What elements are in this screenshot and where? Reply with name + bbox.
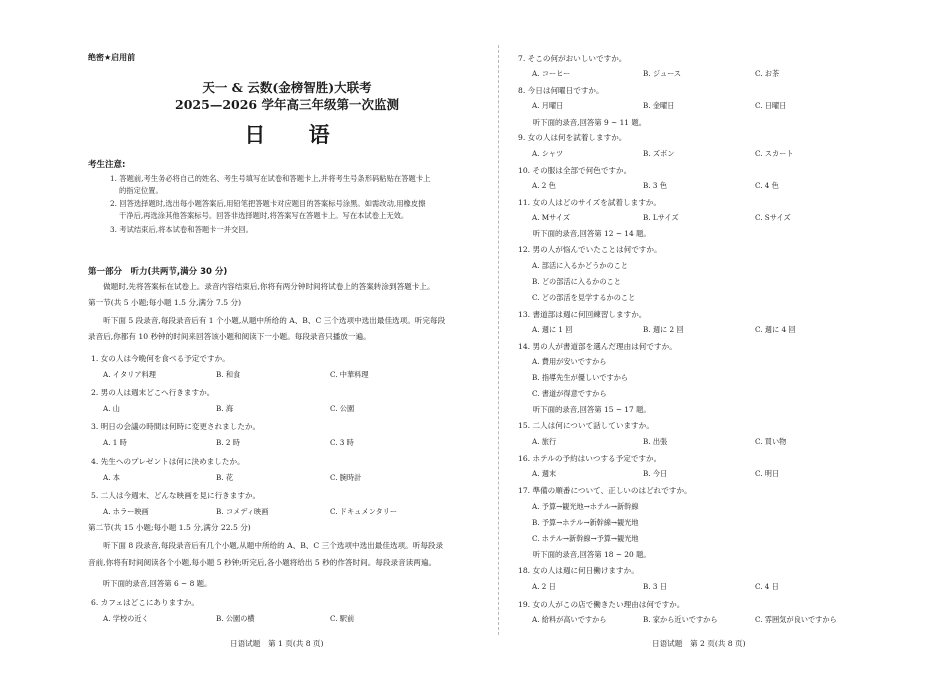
question-9: 9. 女の人は何を試着しますか。 bbox=[518, 133, 627, 142]
notice-item bbox=[110, 173, 482, 197]
notice-line: 1. 答题前,考生务必将自己的姓名、考生号填写在试卷和答题卡上,并将考生号条形码粘贴在答题卡上 bbox=[110, 174, 431, 183]
listening-instruction: 听下面的录音,回答第 12 ~ 14 题。 bbox=[518, 229, 651, 238]
section1-instruction: 听下面 5 段录音,每段录音后有 1 个小题,从题中所给的 A、B、C 三个选项中选出最佳选项。听完每段 bbox=[88, 316, 446, 325]
notice-heading: 考生注意: bbox=[88, 160, 126, 170]
option-a: A. 給料が高いですから bbox=[532, 615, 607, 624]
notice-item bbox=[110, 198, 482, 222]
option-c: C. 書道が得意ですから bbox=[532, 389, 607, 398]
option-a: A. 部活に入るかどうかのこと bbox=[532, 261, 629, 270]
notice-item bbox=[110, 224, 482, 236]
option-b: B. 出張 bbox=[643, 437, 668, 446]
option-c: C. 日曜日 bbox=[755, 101, 787, 110]
question-17: 17. 準備の順番について、正しいのはどれですか。 bbox=[518, 486, 692, 495]
question-1: 1. 女の人は今晩何を食べる予定ですか。 bbox=[91, 354, 230, 363]
option-c: C. どの部活を見学するかのこと bbox=[532, 293, 636, 302]
option-a: A. 2 色 bbox=[532, 181, 556, 190]
option-a: A. 山 bbox=[103, 404, 120, 413]
option-a: A. 旅行 bbox=[532, 437, 557, 446]
exam-title: 天一 & 云数(金榜智胜)大联考 bbox=[202, 80, 372, 95]
option-c: C. 4 日 bbox=[755, 582, 779, 591]
option-c: C. 週に 4 回 bbox=[755, 325, 796, 334]
option-c: C. 明日 bbox=[755, 469, 780, 478]
page-footer: 日语试题 第 1 页(共 8 页) bbox=[230, 639, 324, 648]
option-b: B. 指導先生が優しいですから bbox=[532, 373, 629, 382]
question-4: 4. 先生へのプレゼントは何に決めましたか。 bbox=[91, 457, 245, 466]
listening-instruction: 听下面的录音,回答第 18 ~ 20 题。 bbox=[518, 550, 651, 559]
confidential-label: 绝密★启用前 bbox=[88, 53, 136, 62]
option-c: C. 公園 bbox=[330, 404, 355, 413]
page-footer: 日语试题 第 2 页(共 8 页) bbox=[652, 639, 746, 648]
option-c: C. Sサイズ bbox=[755, 213, 791, 222]
section2-title: 第二节(共 15 小题;每小题 1.5 分,满分 22.5 分) bbox=[88, 523, 251, 532]
question-2: 2. 男の人は週末どこへ行きますか。 bbox=[91, 388, 215, 397]
option-c: C. 中華料理 bbox=[330, 370, 369, 379]
option-b: B. ジュース bbox=[643, 69, 682, 78]
page-divider bbox=[498, 45, 499, 635]
option-c: C. 4 色 bbox=[755, 181, 779, 190]
listening-instruction: 听下面的录音,回答第 6 ~ 8 题。 bbox=[88, 579, 212, 588]
question-10: 10. その服は全部で何色ですか。 bbox=[518, 166, 632, 175]
option-c: C. 駅前 bbox=[330, 614, 355, 623]
question-13: 13. 書道部は週に何回練習しますか。 bbox=[518, 310, 647, 319]
option-c: C. 雰囲気が良いですから bbox=[755, 615, 837, 624]
option-a: A. コーヒー bbox=[532, 69, 571, 78]
option-a: A. 月曜日 bbox=[532, 101, 564, 110]
option-c: C. 3 時 bbox=[330, 438, 354, 447]
section2-instruction: 音前,你将有时间阅读各个小题,每小题 5 秒钟;听完后,各小题将给出 5 秒的作答时间。每段录音读两遍。 bbox=[88, 558, 437, 567]
option-c: C. お茶 bbox=[755, 69, 780, 78]
option-b: B. 3 色 bbox=[643, 181, 667, 190]
question-3: 3. 明日の会議の時間は何時に変更されましたか。 bbox=[91, 422, 261, 431]
question-15: 15. 二人は何について話していますか。 bbox=[518, 421, 654, 430]
option-a: A. 週に 1 回 bbox=[532, 325, 573, 334]
option-b: B. 今日 bbox=[643, 469, 668, 478]
notice-line: 干净后,再选涂其他答案标号。回答非选择题时,将答案写在答题卡上。写在本试卷上无效。 bbox=[119, 211, 409, 220]
question-18: 18. 女の人は週に何日働けますか。 bbox=[518, 566, 639, 575]
option-c: C. 買い物 bbox=[755, 437, 787, 446]
section1-title: 第一节(共 5 小题;每小题 1.5 分,满分 7.5 分) bbox=[88, 298, 242, 307]
section1-instruction: 录音后,你都有 10 秒钟的时间来回答该小题和阅读下一小题。每段录音只播放一遍。 bbox=[88, 332, 371, 341]
question-6: 6. カフェはどこにありますか。 bbox=[91, 598, 199, 607]
option-b: B. 花 bbox=[216, 473, 234, 482]
option-c: C. スカート bbox=[755, 149, 794, 158]
part1-heading: 第一部分 听力(共两节,满分 30 分) bbox=[88, 267, 228, 277]
notice-line: 的指定位置。 bbox=[119, 186, 163, 195]
subject-title: 日 语 bbox=[244, 122, 348, 147]
question-11: 11. 女の人はどのサイズを試着しますか。 bbox=[518, 198, 661, 207]
question-7: 7. そこの何がおいしいですか。 bbox=[518, 54, 627, 63]
notice-line: 3. 考试结束后,将本试卷和答题卡一并交回。 bbox=[110, 225, 253, 234]
option-b: B. 海 bbox=[216, 404, 234, 413]
option-a: A. 週末 bbox=[532, 469, 557, 478]
option-b: B. 2 時 bbox=[216, 438, 240, 447]
option-b: B. 予算→ホテル→新幹線→観光地 bbox=[532, 518, 639, 527]
option-b: B. コメディ映画 bbox=[216, 507, 269, 516]
option-a: A. イタリア料理 bbox=[103, 370, 156, 379]
option-a: A. 1 時 bbox=[103, 438, 127, 447]
question-12: 12. 男の人が悩んでいたことは何ですか。 bbox=[518, 245, 662, 254]
option-b: B. ズボン bbox=[643, 149, 675, 158]
option-a: A. 予算→観光地→ホテル→新幹線 bbox=[532, 502, 639, 511]
option-b: B. どの部活に入るかのこと bbox=[532, 277, 621, 286]
option-c: C. ホテル→新幹線→予算→観光地 bbox=[532, 534, 639, 543]
option-b: B. Lサイズ bbox=[643, 213, 679, 222]
question-14: 14. 男の人が書道部を選んだ理由は何ですか。 bbox=[518, 342, 677, 351]
option-b: B. 和食 bbox=[216, 370, 241, 379]
option-a: A. Mサイズ bbox=[532, 213, 571, 222]
option-a: A. 2 日 bbox=[532, 582, 556, 591]
option-b: B. 家から近いですから bbox=[643, 615, 718, 624]
listening-instruction: 听下面的录音,回答第 9 ~ 11 题。 bbox=[518, 118, 647, 127]
question-5: 5. 二人は今週末、どんな映画を見に行きますか。 bbox=[91, 491, 261, 500]
option-b: B. 公園の横 bbox=[216, 614, 255, 623]
option-a: A. ホラー映画 bbox=[103, 507, 149, 516]
option-c: C. 腕時計 bbox=[330, 473, 362, 482]
option-b: B. 週に 2 回 bbox=[643, 325, 684, 334]
notice-line: 2. 回答选择题时,选出每小题答案后,用铅笔把答题卡对应题目的答案标号涂黑。如需改动,用橡皮擦 bbox=[110, 199, 426, 208]
intro-paragraph: 做题时,先将答案标在试卷上。录音内容结束后,你将有两分钟时间将试卷上的答案转涂到答题卡上。 bbox=[88, 282, 435, 291]
option-a: A. シャツ bbox=[532, 149, 564, 158]
listening-instruction: 听下面的录音,回答第 15 ~ 17 题。 bbox=[518, 405, 651, 414]
question-16: 16. ホテルの予約はいつする予定ですか。 bbox=[518, 454, 662, 463]
option-a: A. 費用が安いですから bbox=[532, 357, 607, 366]
question-8: 8. 今日は何曜日ですか。 bbox=[518, 86, 604, 95]
option-a: A. 本 bbox=[103, 473, 120, 482]
question-19: 19. 女の人がこの店で働きたい理由は何ですか。 bbox=[518, 600, 685, 609]
section2-instruction: 听下面 8 段录音,每段录音后有几个小题,从题中所给的 A、B、C 三个选项中选出最佳选项。听每段录 bbox=[88, 541, 444, 550]
option-b: B. 金曜日 bbox=[643, 101, 675, 110]
option-c: C. ドキュメンタリー bbox=[330, 507, 398, 516]
exam-subtitle: 2025—2026 学年高三年级第一次监测 bbox=[175, 97, 399, 112]
option-b: B. 3 日 bbox=[643, 582, 667, 591]
option-a: A. 学校の近く bbox=[103, 614, 149, 623]
